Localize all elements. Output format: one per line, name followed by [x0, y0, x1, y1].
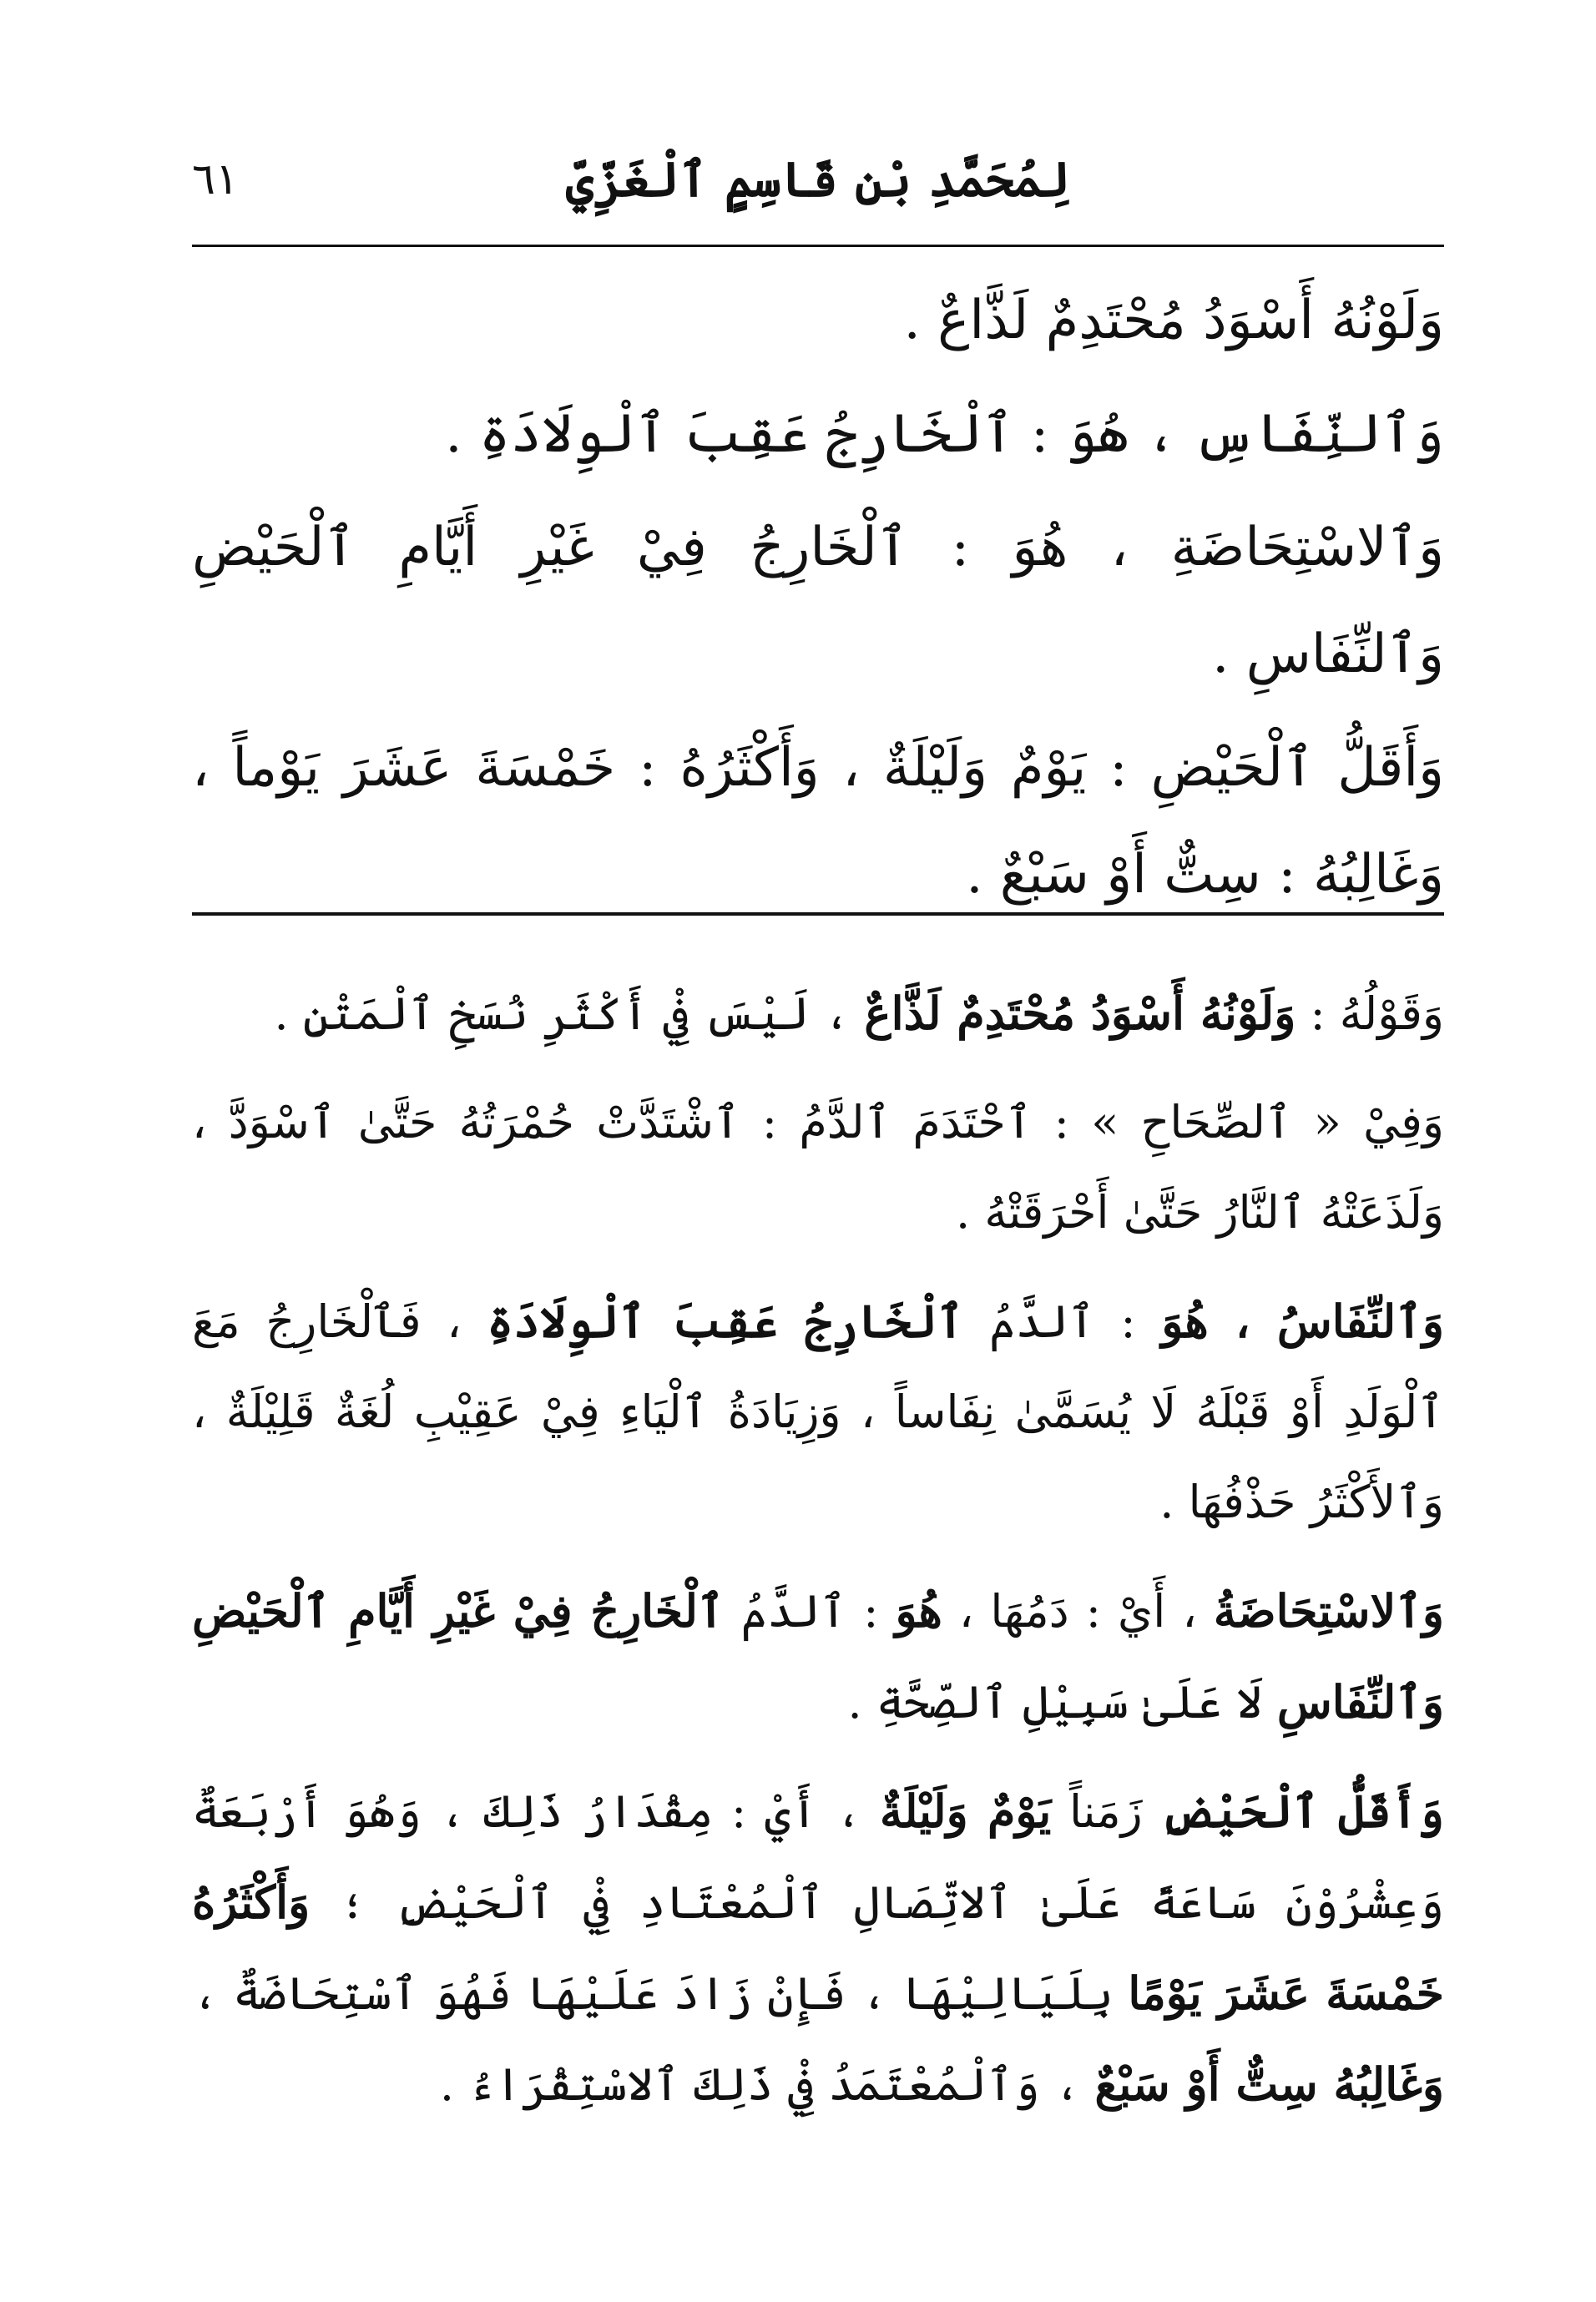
page-number: ٦١ — [192, 154, 239, 204]
running-header — [192, 142, 1444, 217]
matn-paragraph: وَٱلاسْتِحَاضَةِ ، هُوَ : ٱلْخَارِجُ فِيْ غَيْرِ أَيَّامِ ٱلْحَيْضِ وَٱلنِّفَاسِ . — [192, 517, 1444, 685]
running-title: لِمُحَمَّدِ بْنِ قَاسِمٍ ٱلْغَزِّيِّ — [565, 151, 1071, 208]
matn-paragraph: وَأَقَلُّ ٱلْحَيْضِ : يَوْمٌ وَلَيْلَةٌ ، وَأَكْثَرُهُ : خَمْسَةَ عَشَرَ يَوْماً ، وَغَالِبُهُ : سِتٌّ أَوْ سَبْعٌ . — [192, 737, 1445, 906]
sharh-section — [192, 968, 1444, 2148]
quoted-matn: وَغَالِبُهُ سِتٌّ أَوْ سَبْعٌ — [1094, 2057, 1444, 2111]
sharh-text: ، أَيْ : مِقْدَارُ ذَلِكَ ، وَهُوَ أَرْبَعَةٌ وَعِشْرُوْنَ سَاعَةً عَلَىٰ ٱلاتِّصَالِ ٱلْمُعْتَادِ فِيْ ٱلْحَيْضِ ؛ — [192, 1785, 1444, 1929]
sharh-text: وَقَوْلُهُ : — [1295, 987, 1444, 1040]
quoted-matn: يَوْمٌ وَلَيْلَةٌ — [880, 1785, 1052, 1838]
sharh-text: ، أَيْ : دَمُهَا ، — [942, 1585, 1214, 1638]
quoted-matn: وَٱلاسْتِحَاضَةُ — [1213, 1584, 1444, 1638]
sharh-text: : ٱلدَّمُ — [963, 1295, 1162, 1348]
sharh-text: بِلَيَالِيْهَا ، فَإِنْ زَادَ عَلَيْهَا فَهُوَ ٱسْتِحَاضَةٌ ، — [192, 1967, 1129, 2020]
sharh-paragraph — [192, 968, 1444, 1059]
quoted-matn: وَٱلنِّفَاسُ ، هُوَ — [1161, 1295, 1444, 1348]
sharh-paragraph: وَفِيْ « ٱلصِّحَاحِ » : ٱحْتَدَمَ ٱلدَّمُ : ٱشْتَدَّتْ حُمْرَتُهُ حَتَّىٰ ٱسْوَدَّ ، وَلَذَعَتْهُ ٱلنَّارُ حَتَّىٰ أَحْرَقَتْهُ . — [192, 1096, 1444, 1239]
sharh-paragraph — [192, 1766, 1444, 2130]
sharh-text: ، لَيْسَ فِيْ أَكْثَرِ نُسَخِ ٱلْمَتْنِ . — [274, 987, 865, 1040]
header-divider — [192, 245, 1444, 247]
sharh-text: ، فَٱلْخَارِجُ مَعَ ٱلْوَلَدِ أَوْ قَبْلَهُ لَا يُسَمَّىٰ نِفَاساً ، وَزِيَادَةُ ٱلْيَاءِ فِيْ عَقِيْبِ لُغَةٌ قَلِيْلَةٌ ، وَٱلأَكْثَرُ حَذْفُهَا . — [192, 1295, 1444, 1528]
quoted-matn: هُوَ — [895, 1584, 942, 1638]
section-divider — [192, 912, 1444, 916]
sharh-paragraph — [192, 1566, 1444, 1748]
sharh-text: : ٱلدَّمُ — [724, 1585, 896, 1638]
quoted-matn: وَأَقَلُّ ٱلْحَيْضِ — [1160, 1785, 1444, 1838]
matn-section — [192, 267, 1444, 935]
sharh-text: زَمَناً — [1051, 1785, 1161, 1838]
quoted-matn: ٱلْخَارِجُ فِيْ غَيْرِ أَيَّامِ ٱلْحَيْضِ وَٱلنِّفَاسِ — [192, 1584, 1444, 1729]
quoted-matn: ٱلْخَارِجُ عَقِبَ ٱلْوِلَادَةِ — [487, 1295, 964, 1348]
sharh-paragraph — [192, 1276, 1444, 1547]
quoted-matn: وَأَكْثَرُهُ خَمْسَةَ عَشَرَ يَوْمًا — [192, 1875, 1444, 2020]
sharh-text: لَا عَلَىٰ سَبِيْلِ ٱلصِّحَّةِ . — [847, 1676, 1277, 1729]
matn-paragraph: وَلَوْنُهُ أَسْوَدُ مُحْتَدِمٌ لَذَّاعٌ . — [903, 290, 1444, 351]
matn-paragraph: وَٱلنِّفَاسِ ، هُوَ : ٱلْخَارِجُ عَقِبَ ٱلْوِلَادَةِ . — [445, 403, 1444, 465]
quoted-matn: وَلَوْنُهُ أَسْوَدُ مُحْتَدِمٌ لَذَّاعٌ — [864, 987, 1296, 1040]
sharh-text: ، وَٱلْمُعْتَمَدُ فِيْ ذَلِكَ ٱلاسْتِقْرَاءُ . — [439, 2058, 1095, 2111]
